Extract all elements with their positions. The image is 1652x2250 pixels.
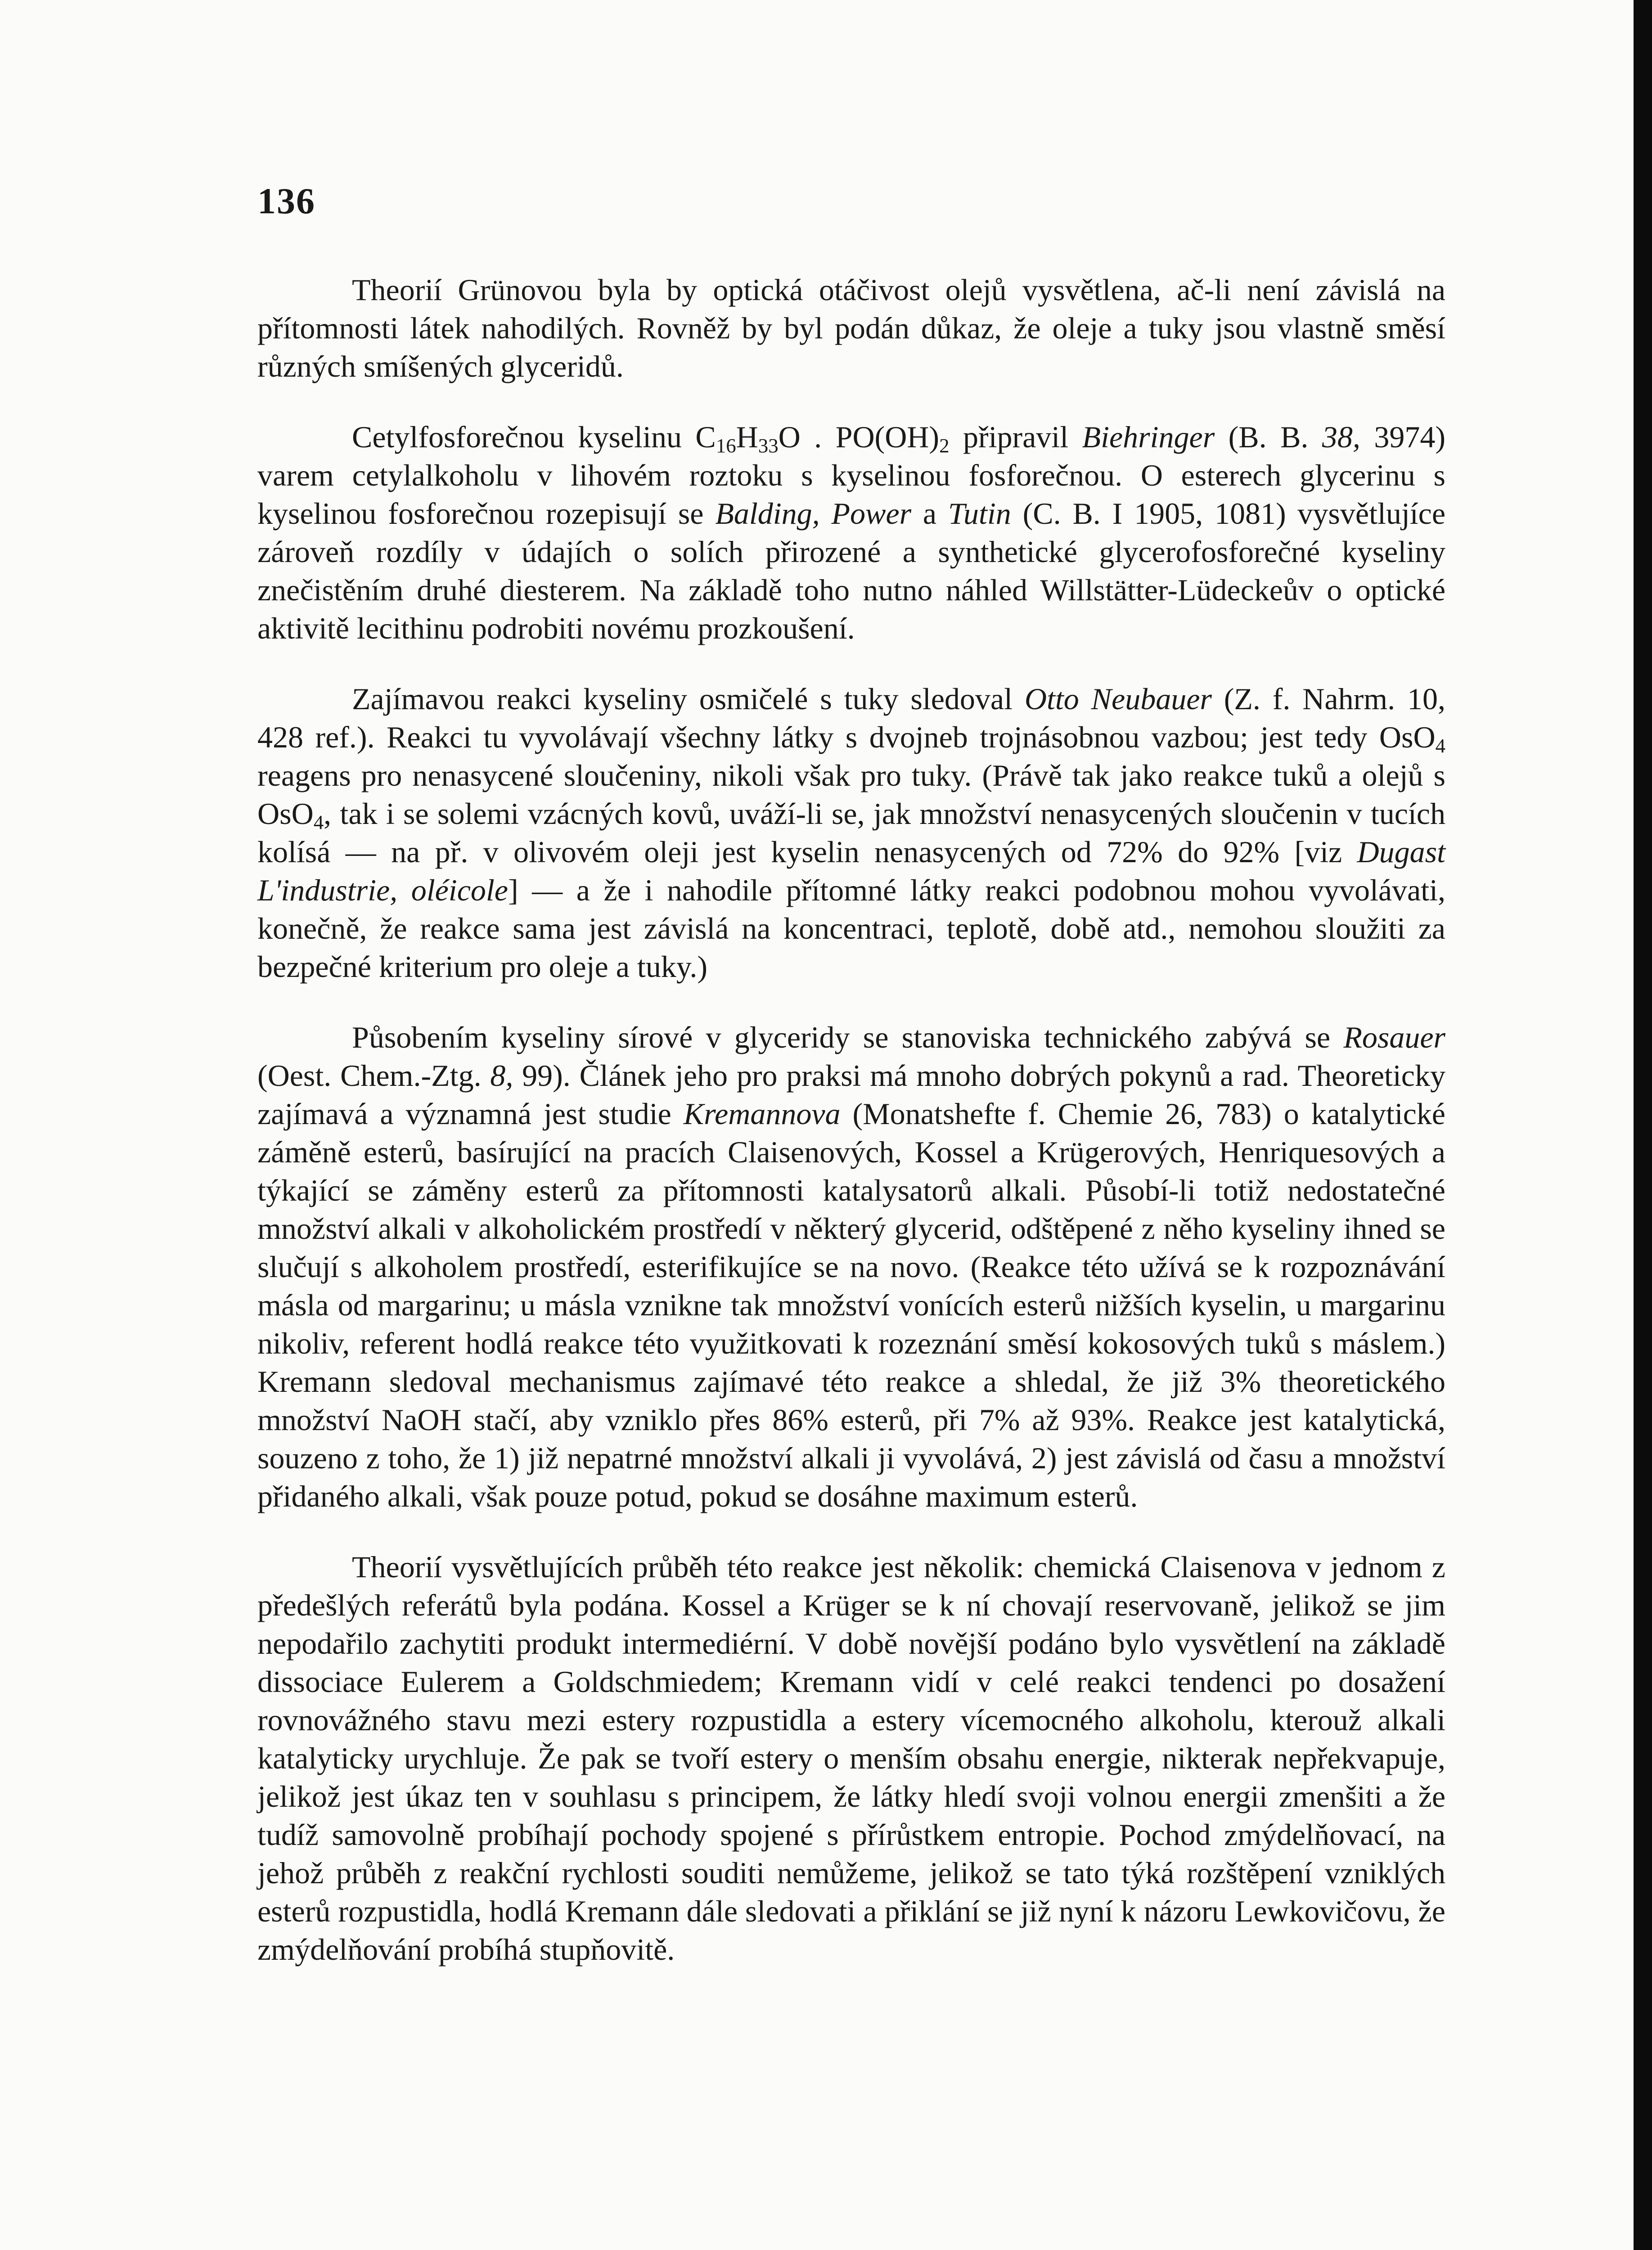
text-run: a [911, 496, 948, 531]
text-run: ] — a že i nahodile přítomné látky reakci podobnou mohou vyvolávati, konečně, že reakce sama jest závislá na koncentraci, teplotě, době atd., nemohou sloužiti za bezpečné kriterium pro oleje a tuky.) [257, 873, 1446, 984]
volume-number: 38, [1322, 420, 1360, 454]
text-run: 3974) varem cetylalkoholu v lihovém roztoku s kyselinou fosforečnou. O esterech glycerinu s kyselinou fosforečnou rozepisují se [257, 420, 1445, 531]
text-run: (B. B. [1215, 420, 1322, 454]
body-text [257, 271, 1445, 2001]
text-run: Zajímavou reakci kyseliny osmičelé s tuky sledoval [352, 682, 1025, 716]
text-run: , tak i se solemi vzácných kovů, uváží-li se, jak množství nenasycených sloučenin v tucích kolísá — na př. v olivovém oleji jest kyselin nenasycených od 72% do 92% [viz [257, 796, 1445, 869]
citation-title: Dugast L'industrie, oléicole [257, 835, 1445, 907]
text-run: 99). Článek jeho pro praksi má mnoho dobrých pokynů a rad. Theoreticky zajímavá a významná jest studie [257, 1058, 1445, 1131]
paragraph-1 [257, 271, 1445, 386]
paragraph-3 [257, 680, 1445, 986]
paragraph-4 [257, 1018, 1445, 1516]
text-run: Cetylfosforečnou kyselinu C [352, 420, 716, 454]
text-run: Theorií vysvětlujících průběh této reakce jest několik: chemická Claisenova v jednom z předešlých referátů byla podána. Kossel a Krüger se k ní chovají reservovaně, jelikož se jim nepodařilo zachytiti produkt intermediérní. V době novější podáno bylo vysvětlení na základě dissociace Eulerem a Goldschmiedem; Kremann vidí v celé reakci tendenci po dosažení rovnovážného stavu mezi estery rozpustidla a estery vícemocného alkoholu, kterouž alkali katalyticky urychluje. Že pak se tvoří estery o menším obsahu energie, nikterak nepřekvapuje, jelikož jest úkaz ten v souhlasu s principem, že látky hledí svoji volnou energii zmenšiti a že tudíž samovolně probíhají pochody spojené s přírůstkem entropie. Pochod zmýdelňovací, na jehož průběh z reakční rychlosti souditi nemůžeme, jelikož se tato týká rozštěpení vzniklých esterů rozpustidla, hodlá Kremann dále sledovati a přiklání se již nyní k názoru Lewkovičovu, že zmýdelňování probíhá stupňovitě. [257, 1550, 1445, 1966]
paragraph-5 [257, 1548, 1445, 1969]
scan-edge [1634, 0, 1652, 2250]
paragraph-2 [257, 418, 1445, 648]
subscript: 33 [758, 434, 779, 457]
author-name: Biehringer [1082, 420, 1215, 454]
author-name: Kremannova [683, 1097, 841, 1131]
text-run: O . PO(OH) [778, 420, 940, 454]
subscript: 4 [1435, 734, 1445, 757]
text-run: Theorií Grünovou byla by optická otáčivost olejů vysvětlena, ač-li není závislá na přítomnosti látek nahodilých. Rovněž by byl podán důkaz, že oleje a tuky jsou vlastně směsí různých smíšených glyceridů. [257, 273, 1445, 383]
page-number: 136 [257, 180, 315, 221]
author-name: Otto Neubauer [1024, 682, 1212, 716]
subscript: 2 [939, 434, 950, 457]
text-run: Působením kyseliny sírové v glyceridy se stanoviska technického zabývá se [352, 1020, 1344, 1054]
author-name: Balding, Power [715, 496, 912, 531]
text-run: (Oest. Chem.-Ztg. [257, 1058, 491, 1093]
volume-number: 8, [490, 1058, 513, 1093]
text-run: (Z. f. Nahrm. 10, 428 ref.). Reakci tu vyvolávají všechny látky s dvojneb trojnásobnou vazbou; jest tedy OsO [257, 682, 1446, 754]
text-run: připravil [949, 420, 1082, 454]
text-run: (C. B. I 1905, 1081) vysvětlujíce zároveň rozdíly v údajích o solích přirozené a synthetické glycerofosforečné kyseliny znečistěním druhé diesterem. Na základě toho nutno náhled Willstätter-Lüdeckeův o optické aktivitě lecithinu podrobiti novému prozkoušení. [257, 496, 1446, 645]
text-run: reagens pro nenasycené sloučeniny, nikoli však pro tuky. (Právě tak jako reakce tuků a olejů s OsO [257, 758, 1445, 831]
subscript: 16 [716, 434, 736, 457]
text-run: (Monatshefte f. Chemie 26, 783) o katalytické záměně esterů, basírující na pracích Claisenových, Kossel a Krügerových, Henriquesových a týkající se záměny esterů za přítomnosti katalysatorů alkali. Působí-li totiž nedostatečné množství alkali v alkoholickém prostředí v některý glycerid, odštěpené z něho kyseliny ihned se slučují s alkoholem prostředí, esterifikujíce se na novo. (Reakce této užívá se k rozpoznávání másla od margarinu; u másla vznikne tak množství vonících esterů nižších kyselin, u margarinu nikoliv, referent hodlá reakce této využitkovati k rozeznání směsí kokosových tuků s máslem.) Kremann sledoval mechanismus zajímavé této reakce a shledal, že již 3% theoretického množství NaOH stačí, aby vzniklo přes 86% esterů, při 7% až 93%. Reakce jest katalytická, souzeno z toho, že 1) již nepatrné množství alkali ji vyvolává, 2) jest závislá od času a množství přidaného alkali, však pouze potud, pokud se dosáhne maximum esterů. [257, 1097, 1445, 1513]
author-name: Tutin [948, 496, 1011, 531]
author-name: Rosauer [1343, 1020, 1445, 1054]
subscript: 4 [313, 811, 324, 834]
text-run: H [736, 420, 758, 454]
